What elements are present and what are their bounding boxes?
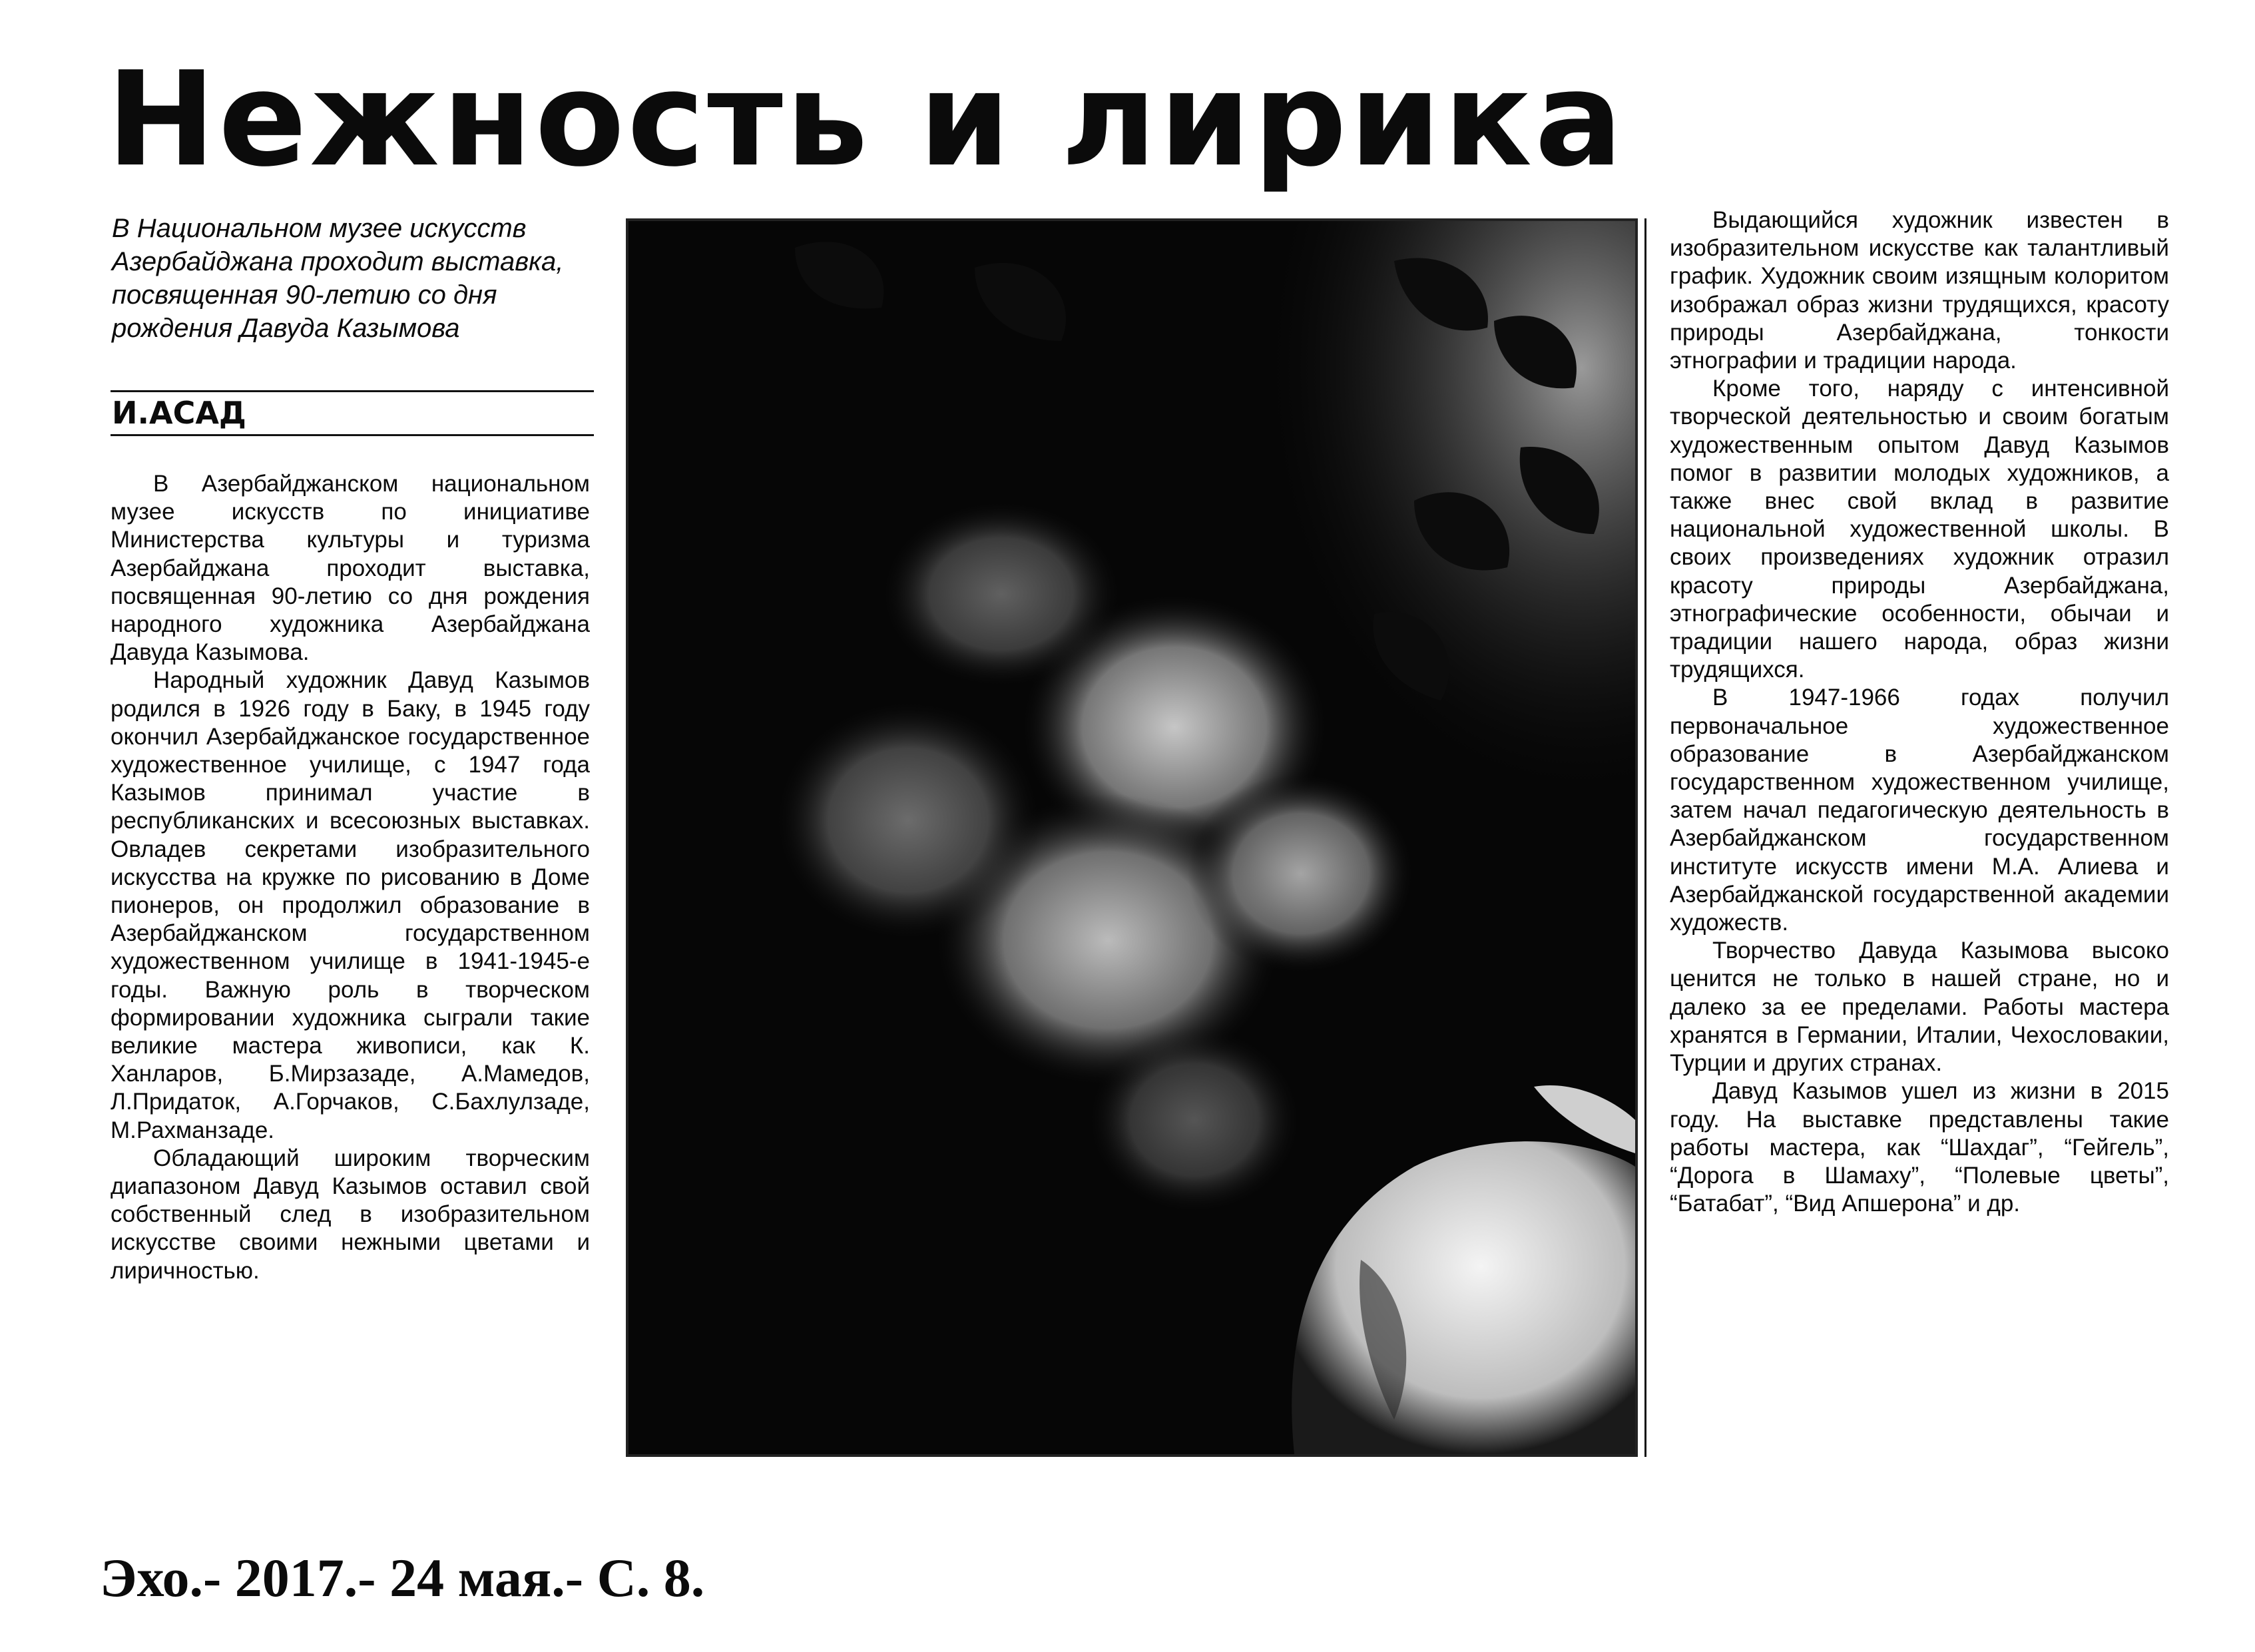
column-divider [1644,218,1646,1457]
article-headline: Нежность и лирика [107,44,1626,196]
paragraph: Выдающийся художник известен в изобразительном искусстве как талантливый график. Художник своим изящным колоритом изображал образ жизни трудящихся, красоту природы Азербайджана, тонкости этнографии и традиции народа. [1670,207,2169,374]
paragraph: Кроме того, наряду с интенсивной творческой деятельностью и своим богатым художественным опытом Давуд Казымов помог в развитии молодых художников, а также внес свой вклад в развитие национальной художественной школы. В своих произведениях художник отразил красоту природы Азербайджана, этнографические особенности, обычаи и традиции нашего народа, образ жизни трудящихся. [1670,376,2169,683]
author-byline: И.АСАД [112,395,246,431]
paragraph: Давуд Казымов ушел из жизни в 2015 году. На выставке представлены такие работы мастера, как “Шахдаг”, “Гейгель”, “Дорога в Шамаху”, “Полевые цветы”, “Батабат”, “Вид Апшерона” и др. [1670,1078,2169,1217]
article-column-right [1670,206,2169,1218]
lilac-painting-icon [628,221,1635,1454]
rule-bottom [111,434,594,436]
article-lead: В Национальном музее искусств Азербайджана проходит выставка, посвященная 90-летию со дня рождения Давуда Казымова [112,214,564,343]
lilac-painting-photo [626,218,1638,1457]
paragraph: Обладающий широким творческим диапазоном Давуд Казымов оставил свой собственный след в изобразительном искусстве своими нежными цветами и лиричностью. [111,1145,590,1284]
paragraph: В Азербайджанском национальном музее искусств по инициативе Министерства культуры и туризма Азербайджана проходит выставка, посвященная 90-летию со дня рождения народного художника Азербайджана Давуда Казымова. [111,471,590,666]
rule-top [111,390,594,392]
paragraph: Народный художник Давуд Казымов родился в 1926 году в Баку, в 1945 году окончил Азербайджанское государственное художественное училище, с 1947 года Казымов принимал участие в республиканских и всесоюзных выставках. Овладев секретами изобразительного искусства на кружке по рисованию в Доме пионеров, он продолжил образование в Азербайджанском государственном художественном училище в 1941-1945-е годы. Важную роль в творческом формировании художника сыграли такие великие мастера живописи, как К. Ханларов, Б.Мирзазаде, А.Мамедов, Л.Придаток, А.Горчаков, С.Бахлулзаде, М.Рахманзаде. [111,667,590,1143]
source-citation: Эхо.- 2017.- 24 мая.- С. 8. [100,1547,705,1608]
paragraph: В 1947-1966 годах получил первоначальное художественное образование в Азербайджанском государственном художественном училище, затем начал педагогическую деятельность в Азербайджанском государственном институте искусств имени М.А. Алиева и Азербайджанской государственной академии художеств. [1670,685,2169,936]
article-column-left [111,470,590,1285]
paragraph: Творчество Давуда Казымова высоко ценится не только в нашей стране, но и далеко за ее пределами. Работы мастера хранятся в Германии, Италии, Чехословакии, Турции и других странах. [1670,938,2169,1077]
